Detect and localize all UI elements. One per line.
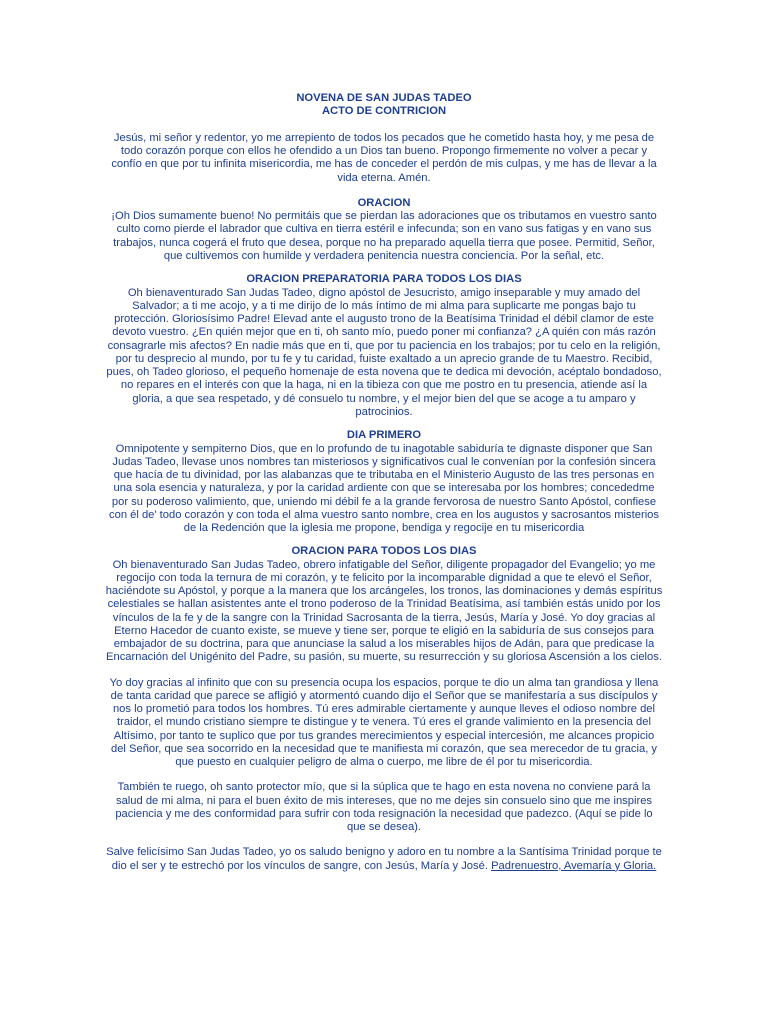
final-paragraph [105, 846, 663, 873]
closing-paragraph: Yo doy gracias al infinito que con su presencia ocupa los espacios, porque te dio un alma tan grandiosa y llena de tanta caridad que parece se afligió y atormentó cuando dijo el Señor que se manifestaría a sus discípulos y nos lo prometió para todos los hombres. Tú eres admirable ciertamente y aunque lleves el odioso nombre del traidor, el mundo cristiano siempre te distingue y te venera. Tú eres el grande valimiento en la presencia del Altísimo, por tanto te suplico que por tus grandes merecimientos y especial intercesión, me alcances propicio del Señor, que sea socorrido en la necesidad que te manifiesta mi corazón, que sea merecedor de tu gracia, y que puesto en cualquier peligro de alma o cuerpo, me libre de él por tu misericordia. [109, 676, 659, 769]
document-subtitle: ACTO DE CONTRICION [321, 105, 447, 118]
section-text-todos-los-dias: Oh bienaventurado San Judas Tadeo, obrero infatigable del Señor, diligente propagador del Evangelio; yo me regocijo con toda la ternura de mi corazón, y te felicito por la incomparable dignidad a que te elevó el Señor, haciéndote su Apóstol, y porque a la manera que los arcángeles, los tronos, las dominaciones y demás espíritus celestiales se hallan asistentes ante el trono poderoso de la Trinidad Beatísima, así también estás unido por los vínculos de la fe y de la sangre con la Trinidad Sacrosanta de la tierra, Jesús, María y José. Yo doy gracias al Eterno Hacedor de cuanto existe, se mueve y tiene ser, porque te eligió en la sabiduría de sus consejos para embajador de su doctrina, para que anunciase la salud a los miserables hijos de Adán, para que predicase la Encarnación del Unigénito del Padre, su pasión, su muerte, su resurrección y su gloriosa Ascensión a los cielos. [105, 558, 663, 664]
section-heading-oracion: ORACION [357, 196, 411, 209]
section-heading-preparatoria: ORACION PREPARATORIA PARA TODOS LOS DIAS [246, 273, 522, 286]
section-text-dia-primero: Omnipotente y sempiterno Dios, que en lo profundo de tu inagotable sabiduría te dignaste disponer que San Judas Tadeo, llevase unos nombres tan misteriosos y significativos cual le convenían por la confesión sincera que hacía de tu divinidad, por las alabanzas que te tributaba en el Ministerio Augusto de las tres personas en una sola esencia y naturaleza, y por la caridad ardiente con que se interesaba por los hombres; concededme por su poderoso valimiento, que, uniendo mi débil fe a la grande fervorosa de nuestro Santo Apóstol, confiese con él de' todo corazón y con toda el alma vuestro santo nombre, crea en los augustos y sacrosantos misterios de la Redención que la iglesia me propone, bendiga y regocije en tu misericordia [109, 442, 659, 535]
final-paragraph-text: Salve felicísimo San Judas Tadeo, yo os saludo benigno y adoro en tu nombre a la Santísima Trinidad porque te dio el ser y te estrechó por los vínculos de sangre, con Jesús, María y José. [106, 846, 662, 872]
closing-paragraph: También te ruego, oh santo protector mío, que si la súplica que te hago en esta novena no conviene pará la salud de mi alma, ni para el buen éxito de mis intereses, que no me dejes sin consuelo sino que me inspires paciencia y me des conformidad para sufrir con toda resignación la necesidad que padezco. (Aquí se pide lo que se desea). [115, 781, 653, 834]
section-heading-dia-primero: DIA PRIMERO [346, 429, 422, 442]
section-text-preparatoria: Oh bienaventurado San Judas Tadeo, digno apóstol de Jesucristo, amigo inseparable y muy amado del Salvador; a ti me acojo, y a ti me dirijo de lo más íntimo de mi alma para suplicarte me pongas bajo tu protección. Gloriosísimo Padre! Elevad ante el augusto trono de la Beatísima Trinidad el débil clamor de este devoto vuestro. ¿En quién mejor que en ti, oh santo mío, puedo poner mi confianza? ¿A quién con más razón consagrarle mis afectos? En nadie más que en ti, que por tu paciencia en los trabajos; por tu celo en la religión, por tu desprecio al mundo, por tu fe y tu caridad, fuiste exaltado a un aprecio grande de tu Maestro. Recibid, pues, oh Tadeo glorioso, el pequeño homenaje de esta novena que te dedica mi devoción, acéptalo bondadoso, no repares en el interés con que la haga, ni en la tibieza con que me postro en tu presencia, atiende así la gloria, a que sea respetado, y dé consuelo tu nombre, y el mejor bien del que se acoge a tu amparo y patrocinios. [106, 286, 662, 418]
section-heading-todos-los-dias: ORACION PARA TODOS LOS DIAS [291, 545, 477, 558]
section-text-oracion: ¡Oh Dios sumamente bueno! No permitáis que se pierdan las adoraciones que os tributamos en vuestro santo culto como pierde el labrador que cultiva en tierra estéril e infecunda; son en vano sus fatigas y en vano sus trabajos, nunca cogerá el fruto que desea, porque no ha preparado aquella tierra que posee. Permitid, Señor, que cultivemos con humilde y verdadera penitencia nuestra conciencia. Por la señal, etc. [111, 210, 657, 262]
contricion-paragraph: Jesús, mi señor y redentor, yo me arrepiento de todos los pecados que he cometido hasta hoy, y me pesa de todo corazón porque con ellos he ofendido a un Dios tan bueno. Propongo firmemente no volver a pecar y confío en que por tu infinita misericordia, me has de conceder el perdón de mis culpas, y me has de llevar a la vida eterna. Amén. [111, 131, 657, 184]
prayers-link[interactable]: Padrenuestro, Avemaría y Gloria. [491, 859, 657, 872]
document-page [105, 92, 663, 873]
document-title: NOVENA DE SAN JUDAS TADEO [296, 92, 472, 104]
